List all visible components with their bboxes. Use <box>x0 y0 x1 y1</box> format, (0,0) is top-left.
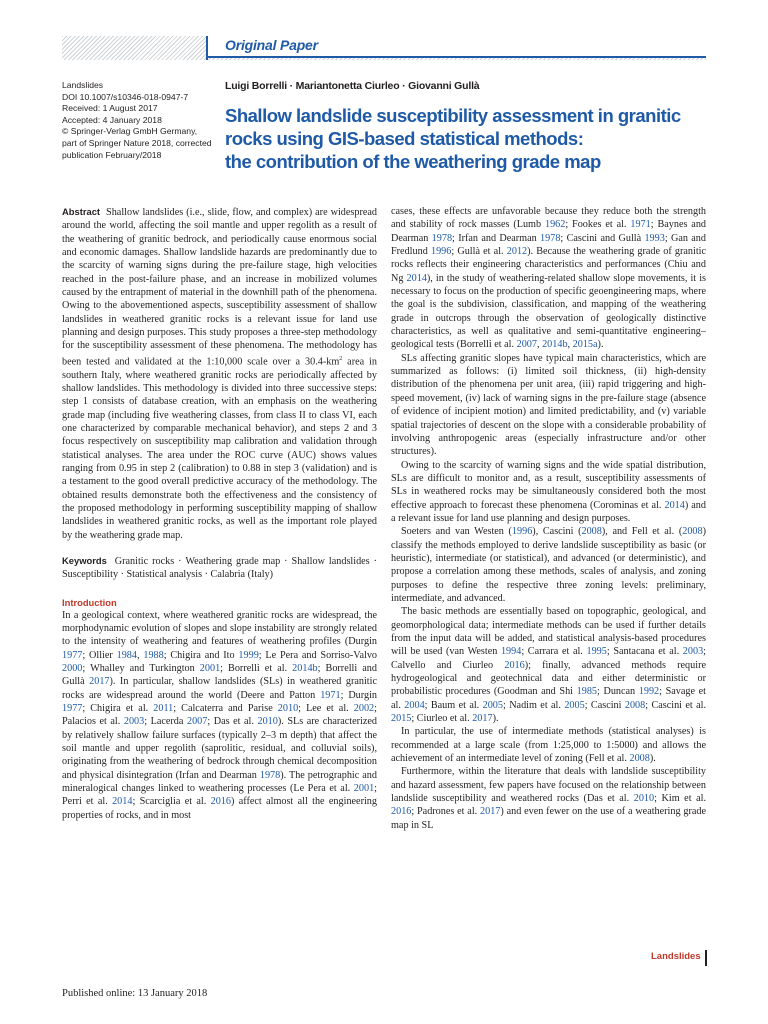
keywords: Keywords Granitic rocks · Weathering grade map · Shallow landslides · Susceptibility · Statistical analysis · Calabria (Italy) <box>62 554 378 581</box>
title-line: rocks using GIS-based statistical methods: <box>225 128 584 149</box>
right-column <box>391 205 706 832</box>
citation-link[interactable]: 1978 <box>431 232 453 244</box>
citation-link[interactable]: 1984 <box>116 649 137 661</box>
paper-title <box>225 104 705 173</box>
meta-copyright-1: © Springer-Verlag GmbH Germany, <box>62 126 198 137</box>
article-meta <box>62 80 212 161</box>
citation-link[interactable]: 1977 <box>62 649 83 661</box>
title-line: Shallow landslide susceptibility assessment in granitic <box>225 105 681 126</box>
citation-link[interactable]: 2008 <box>624 699 646 711</box>
citation-link[interactable]: 1995 <box>586 646 607 658</box>
citation-link[interactable]: 2012 <box>506 246 528 258</box>
citation-link[interactable]: 2008 <box>682 526 703 538</box>
meta-copyright-3: publication February/2018 <box>62 149 162 160</box>
abstract: Abstract Shallow landslides (i.e., slide, flow, and complex) are widespread around the world, affecting the soil mantle and upper regolith as a result of the weathering of granitic bedrock, and periodically cause enormous social and economic damages. Shallow landslide hazards are predominantly due to the scarcity of warning signs during the pre-failure stage, high velocities reached in the post-failure phase, and an increase in mobilized volumes caused by the entrapment of material in the downhill path of the phenomena. Owing to the abovementioned aspects, susceptibility assessment of shallow landslides in weathered granitic rocks is a relevant issue for land use planning and design purposes. This study proposes a three-step methodology for the susceptibility assessment of these phenomena. The methodology has been tested and validated at the 1:10,000 scale over a $30.4-km^2$ area in southern Italy, where weathered granitic rocks are periodically affected by shallow landslides. This methodology is divided into three successive steps: step 1 consists of database creation, with an emphasis on the weathering grade map (including five weathering classes, from class II to class VI, each one characterized by comparable mechanical behavior), and steps 2 and 3 focus respectively on susceptibility map calibration and validation through statistical analyses. The area under the ROC curve (AUC) shows values ranging from 0.95 in step 2 (calibration) to 0.88 in step 3 (validation) and is a testament to the good overall predictive accuracy of the methodology. The obtained results demonstrate both the effectiveness and the consistency of the proposed methodology in performing susceptibility mapping of shallow landslides in weathered granitic rocks, as well as the important role played by the weathering grade map. <box>62 206 377 541</box>
body-paragraph: The basic methods are essentially based on topographic, geological, and geomorphological data; intermediate methods can be used if further details from the input data will be added, and statistical analysis-based procedures will be used (van Westen 1994; Carrara et al. 1995; Santacana et al. 2003; Calvello and Ciurleo 2016); finally, advanced methods require hydrogeological and geotechnical data and either deterministic or probabilistic procedures (Goodman and Shi 1985; Duncan 1992; Savage et al. 2004; Baum et al. 2005; Nadim et al. 2005; Cascini 2008; Cascini et al. 2015; Ciurleo et al. 2017). <box>391 606 707 725</box>
citation-link[interactable]: 1971 <box>630 219 651 231</box>
footer-journal-name: Landslides <box>651 951 701 962</box>
citation-link[interactable]: 2005 <box>482 699 503 711</box>
citation-link[interactable]: 2007 <box>186 716 208 728</box>
body-paragraph: SLs affecting granitic slopes have typical main characteristics, which are summarized as follows: (i) limited soil thickness, (ii) high-density distribution of the phenomena per unit area, (iii) rapid triggering and high-speed movement, (iv) lack of warning signs in the pre-failure stage (absence of evidence of incipient motion) and limited predictability, and (v) variable spatial trajectories of descent on the slope with a considerable probability of involving anthropogenic areas (especially infrastructure and/or other structures). <box>391 352 706 458</box>
introduction-heading: Introduction <box>62 596 117 608</box>
citation-link[interactable]: 2008 <box>581 526 602 538</box>
footer-divider <box>705 950 707 966</box>
citation-link[interactable]: 2014 <box>406 272 427 284</box>
intro-paragraph: In a geological context, where weathered granitic rocks are widespread, the morphodynamic evolution of slopes and slope instability are strongly related to the intensity of weathering and features of weathering profiles (Durgin 1977; Ollier 1984, 1988; Chigira and Ito 1999; Le Pera and Sorriso-Valvo 2000; Whalley and Turkington 2001; Borrelli et al. 2014b; Borrelli and Gullà 2017). In particular, shallow landslides (SLs) in weathered granitic rocks are widespread around the world (Deere and Patton 1971; Durgin 1977; Chigira et al. 2011; Calcaterra and Parise 2010; Lee et al. 2002; Palacios et al. 2003; Lacerda 2007; Das et al. 2010). SLs are characterized by relatively shallow failure surfaces (typically 2–3 m depth) that affect the soil mantle and upper regolith (saprolitic, residual, and colluvial soils), originating from the weathering of bedrock through chemical decomposition and physical disintegration (Irfan and Dearman 1978). The petrographic and mineralogical changes linked to weathering processes (Le Pera et al. 2001; Perri et al. 2014; Scarciglia et al. 2016) affect almost all the engineering properties of rocks, and in most <box>62 609 378 821</box>
body-paragraph: Soeters and van Westen (1996), Cascini (2008), and Fell et al. (2008) classify the methods employed to derive landslide susceptibility as basic (or heuristic), intermediate (or statistical), and advanced (or deterministic), and propose a correlation among these methods, scales of analysis, and zoning purposes to define the respective three zoning levels: preliminary, intermediate, and advanced. <box>391 526 706 604</box>
citation-link[interactable]: 1988 <box>143 649 164 661</box>
published-date: Published online: 13 January 2018 <box>62 988 208 999</box>
meta-received: Received: 1 August 2017 <box>62 103 158 114</box>
citation-link[interactable]: 2016 <box>210 796 232 808</box>
meta-doi[interactable]: DOI 10.1007/s10346-018-0947-7 <box>62 91 189 102</box>
citation-link[interactable]: 2016 <box>391 806 412 818</box>
citation-link[interactable]: 2010 <box>633 793 655 805</box>
citation-link[interactable]: 2001 <box>199 663 221 675</box>
citation-link[interactable]: 1971 <box>320 689 341 701</box>
citation-link[interactable]: 2011 <box>153 703 174 715</box>
citation-link[interactable]: 2014b <box>542 339 568 351</box>
citation-link[interactable]: 2017 <box>480 806 501 818</box>
citation-link[interactable]: 2017 <box>89 676 110 688</box>
citation-link[interactable]: 2004 <box>404 699 425 711</box>
section-label: Original Paper <box>225 37 318 53</box>
header-divider <box>206 36 208 60</box>
title-line: the contribution of the weathering grade map <box>225 151 601 172</box>
citation-link[interactable]: 2014 <box>664 499 685 511</box>
citation-link[interactable]: 1962 <box>544 219 566 231</box>
meta-journal: Landslides <box>62 80 104 90</box>
keywords-label: Keywords <box>62 554 107 566</box>
citation-link[interactable]: 2007 <box>516 339 537 351</box>
citation-link[interactable]: 2003 <box>682 646 704 658</box>
citation-link[interactable]: 2003 <box>123 716 145 728</box>
abstract-label: Abstract <box>62 206 101 217</box>
citation-link[interactable]: 1996 <box>511 526 533 538</box>
citation-link[interactable]: 2000 <box>62 663 83 675</box>
body-paragraph: Furthermore, within the literature that deals with landslide susceptibility and hazard assessment, few papers have focused on the relationship between landslide susceptibility and weathered rocks (Das et al. 2010; Kim et al. 2016; Padrones et al. 2017) and even fewer on the use of a weathering grade map in SL <box>391 766 707 831</box>
citation-link[interactable]: 1994 <box>500 646 522 658</box>
body-paragraph: Owing to the scarcity of warning signs and the wide spatial distribution, SLs are difficult to monitor and, as a result, susceptibility assessments of SLs in weathered rocks may be simultaneously considered both the most effective approach to forecast these phenomena (Corominas et al. 2014) and a relevant issue for land use planning and design purposes. <box>391 459 706 524</box>
citation-link[interactable]: 2016 <box>504 659 525 671</box>
meta-copyright-2: part of Springer Nature 2018, corrected <box>62 137 212 148</box>
citation-link[interactable]: 2001 <box>353 783 375 795</box>
citation-link[interactable]: 2014b <box>292 663 318 675</box>
citation-link[interactable]: 2005 <box>564 699 585 711</box>
citation-link[interactable]: 1978 <box>540 232 561 244</box>
citation-link[interactable]: 1996 <box>430 246 452 258</box>
meta-accepted: Accepted: 4 January 2018 <box>62 114 162 125</box>
citation-link[interactable]: 2010 <box>277 703 299 715</box>
citation-link[interactable]: 1999 <box>238 649 259 661</box>
citation-link[interactable]: 2008 <box>629 753 650 765</box>
citation-link[interactable]: 1985 <box>576 686 597 698</box>
citation-link[interactable]: 2017 <box>472 713 493 725</box>
body-paragraph: In particular, the use of intermediate methods (statistical analyses) is recommended at a large scale (from 1:25,000 to 1:5000) and allows the achievement of an intermediate level of zoning (Fell et al. 2008). <box>391 726 706 765</box>
citation-link[interactable]: 1993 <box>644 232 665 244</box>
left-column <box>62 205 377 822</box>
citation-link[interactable]: 1977 <box>62 703 83 715</box>
citation-link[interactable]: 2015 <box>391 713 412 725</box>
author-list: Luigi Borrelli · Mariantonetta Ciurleo · Giovanni Gullà <box>225 80 480 92</box>
citation-link[interactable]: 1992 <box>638 686 660 698</box>
citation-link[interactable]: 2010 <box>257 716 278 728</box>
citation-link[interactable]: 2014 <box>112 796 133 808</box>
body-paragraph: cases, these effects are unfavorable because they reduce both the strength and stability of rock masses (Lumb 1962; Fookes et al. 1971; Baynes and Dearman 1978; Irfan and Dearman 1978; Cascini and Gullà 1993; Gan and Fredlund 1996; Gullà et al. 2012). Because the weathering grade of granitic rocks reflects their engineering characteristics and performances (Chiu and Ng 2014), in the study of weathering-related shallow slope movements, it is necessary to focus on the production of specific geoengineering maps, where the goal is the subdivision, classification, and mapping of the weathering grade in outcrops through the observation of geologically distinctive characteristics, as well as qualitative and semi-quantitative engineering–geological tests (Borrelli et al. 2007, 2014b, 2015a). <box>391 206 707 351</box>
citation-link[interactable]: 2002 <box>353 703 375 715</box>
citation-link[interactable]: 2015a <box>572 339 598 351</box>
citation-link[interactable]: 1978 <box>259 769 281 781</box>
